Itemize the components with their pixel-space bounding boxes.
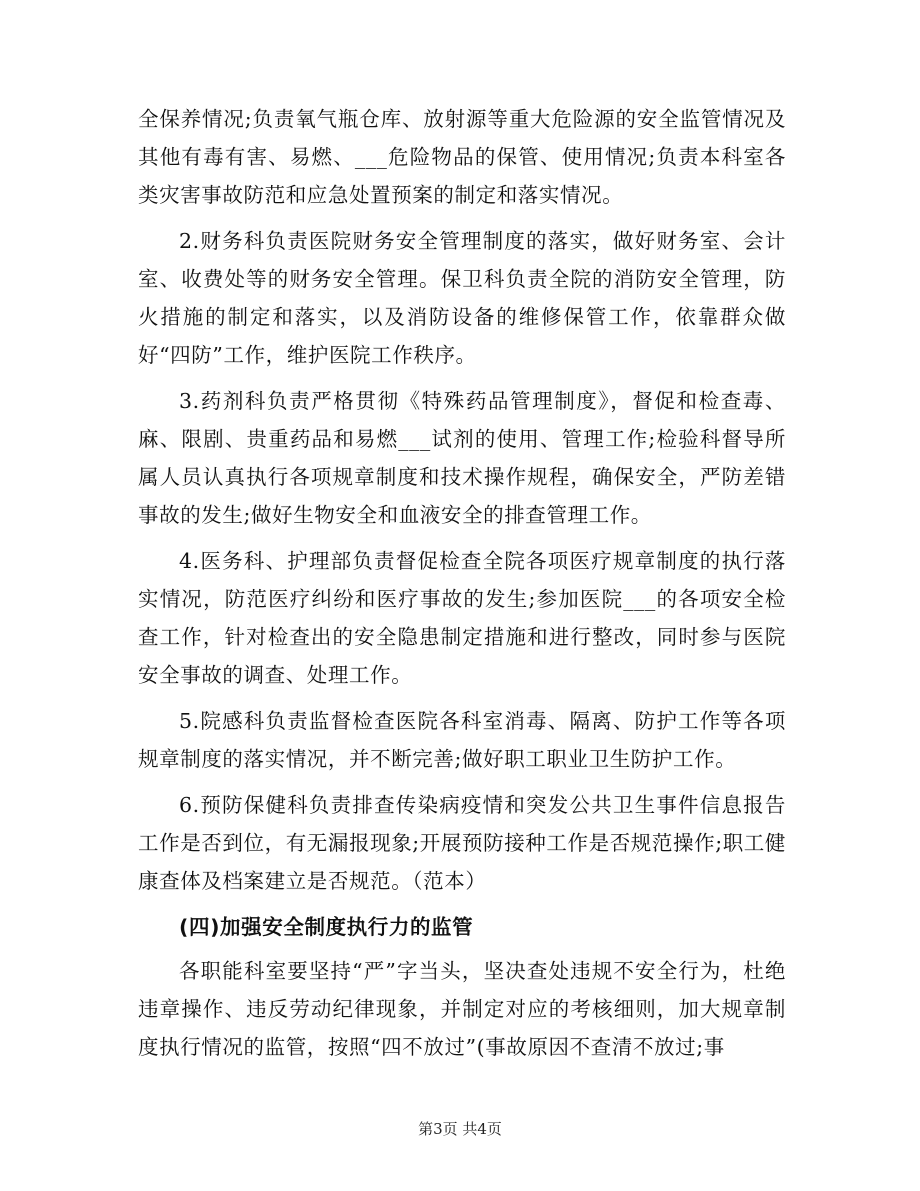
section-heading: (四)加强安全制度执行力的监管	[179, 915, 474, 939]
paragraph-item-2: 2.财务科负责医院财务安全管理制度的落实，做好财务室、会计室、收费处等的财务安全管理。保卫科负责全院的消防安全管理，防火措施的制定和落实，以及消防设备的维修保管工作，依靠群众做好“四防”工作，维护医院工作秩序。	[138, 229, 786, 367]
page-number: 第3页 共4页	[418, 1120, 502, 1138]
paragraph-item-6: 6.预防保健科负责排查传染病疫情和突发公共卫生事件信息报告工作是否到位，有无漏报现象;开展预防接种工作是否规范操作;职工健康查体及档案建立是否规范。（范本）	[138, 793, 787, 893]
paragraph-item-5: 5.院感科负责监督检查医院各科室消毒、隔离、防护工作等各项规章制度的落实情况，并不断完善;做好职工职业卫生防护工作。	[138, 709, 786, 771]
paragraph-item-4: 4.医务科、护理部负责督促检查全院各项医疗规章制度的执行落实情况，防范医疗纠纷和医疗事故的发生;参加医院___的各项安全检查工作，针对检查出的安全隐患制定措施和进行整改，同时参与医院安全事故的调查、处理工作。	[138, 549, 786, 687]
paragraph-item-3: 3.药剂科负责严格贯彻《特殊药品管理制度》，督促和检查毒、麻、限剧、贵重药品和易燃___试剂的使用、管理工作;检验科督导所属人员认真执行各项规章制度和技术操作规程，确保安全，严防差错事故的发生;做好生物安全和血液安全的排查管理工作。	[138, 389, 786, 527]
document-body	[138, 100, 786, 1074]
paragraph-section-body: 各职能科室要坚持“严”字当头，坚决查处违规不安全行为，杜绝违章操作、违反劳动纪律现象，并制定对应的考核细则，加大规章制度执行情况的监管，按照“四不放过”(事故原因不查清不放过;事	[138, 959, 786, 1059]
paragraph-continuation: 全保养情况;负责氧气瓶仓库、放射源等重大危险源的安全监管情况及其他有毒有害、易燃、___危险物品的保管、使用情况;负责本科室各类灾害事故防范和应急处置预案的制定和落实情况。	[138, 107, 786, 207]
